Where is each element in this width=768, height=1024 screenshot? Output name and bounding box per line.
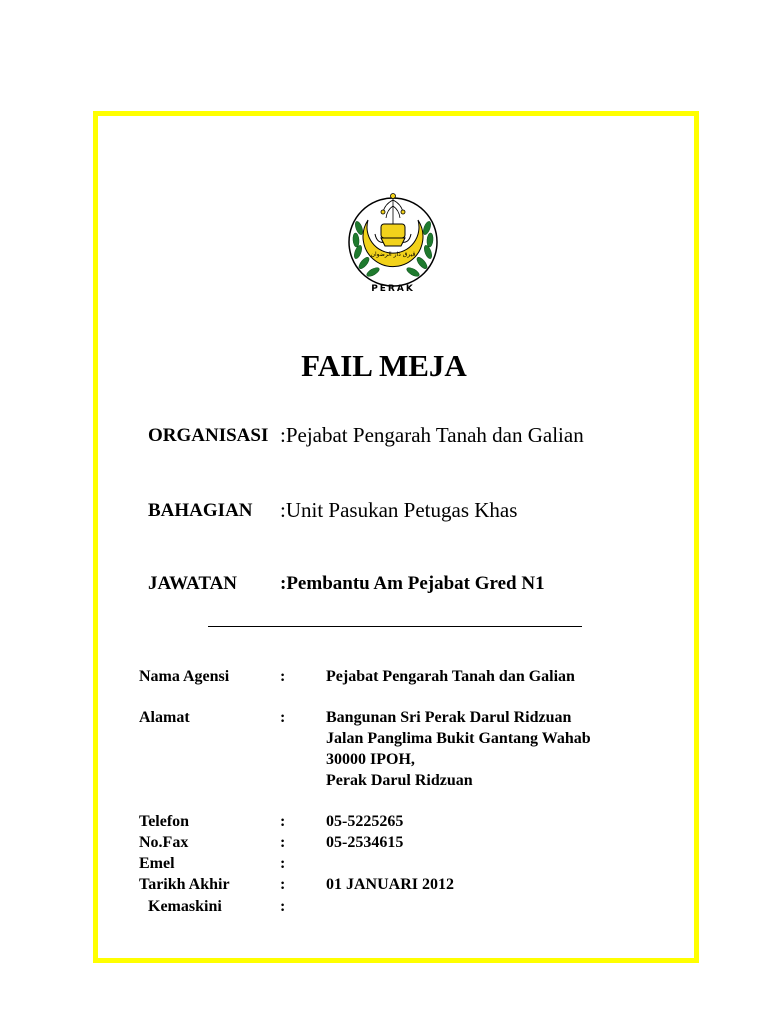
telefon-label: Telefon bbox=[139, 813, 190, 830]
nama-agensi-value: Pejabat Pengarah Tanah dan Galian bbox=[326, 668, 575, 685]
tarikh-colon: : bbox=[280, 876, 286, 893]
organisasi-label: ORGANISASI bbox=[148, 425, 269, 446]
tarikh-label: Tarikh Akhir bbox=[139, 876, 230, 893]
page-title: FAIL MEJA bbox=[301, 348, 467, 383]
tarikh-value: 01 JANUARI 2012 bbox=[326, 876, 454, 893]
alamat-line-1: Bangunan Sri Perak Darul Ridzuan bbox=[326, 709, 572, 726]
fax-label: No.Fax bbox=[139, 834, 189, 851]
svg-text:ڤيرق دار الرضوان: ڤيرق دار الرضوان bbox=[370, 251, 416, 258]
bahagian-value: :Unit Pasukan Petugas Khas bbox=[280, 498, 518, 522]
alamat-colon: : bbox=[280, 709, 286, 726]
jawatan-label: JAWATAN bbox=[148, 573, 238, 594]
nama-agensi-label: Nama Agensi bbox=[139, 668, 230, 685]
alamat-line-4: Perak Darul Ridzuan bbox=[326, 772, 473, 789]
alamat-line-3: 30000 IPOH, bbox=[326, 751, 415, 768]
emel-label: Emel bbox=[139, 855, 175, 872]
crest-text: PERAK bbox=[371, 284, 415, 294]
perak-crest-icon bbox=[343, 190, 443, 300]
emel-colon: : bbox=[280, 855, 286, 872]
kemaskini-colon: : bbox=[280, 898, 286, 915]
kemaskini-label: Kemaskini bbox=[148, 898, 222, 915]
separator-line bbox=[208, 626, 582, 627]
jawatan-value: :Pembantu Am Pejabat Gred N1 bbox=[280, 573, 545, 594]
organisasi-value: :Pejabat Pengarah Tanah dan Galian bbox=[280, 423, 584, 447]
alamat-line-2: Jalan Panglima Bukit Gantang Wahab bbox=[326, 730, 591, 747]
fax-colon: : bbox=[280, 834, 286, 851]
alamat-label: Alamat bbox=[139, 709, 190, 726]
telefon-colon: : bbox=[280, 813, 286, 830]
telefon-value: 05-5225265 bbox=[326, 813, 404, 830]
bahagian-label: BAHAGIAN bbox=[148, 500, 253, 521]
fax-value: 05-2534615 bbox=[326, 834, 404, 851]
nama-agensi-colon: : bbox=[280, 668, 286, 685]
